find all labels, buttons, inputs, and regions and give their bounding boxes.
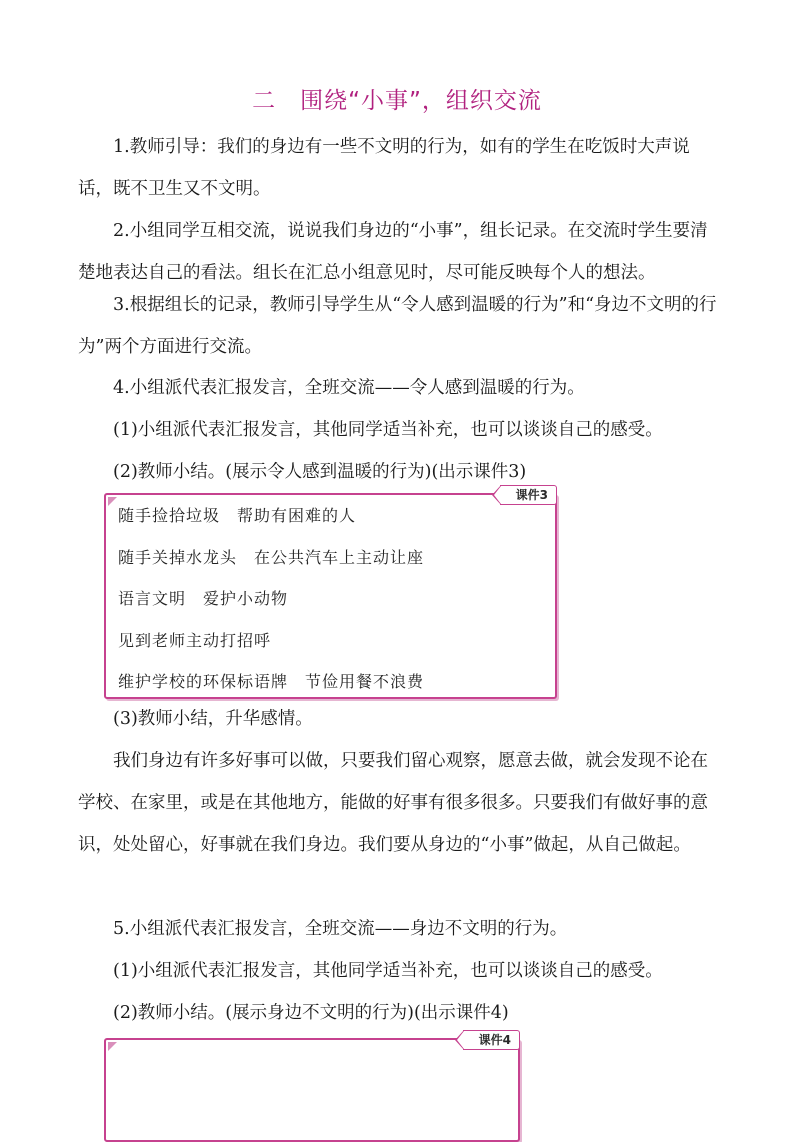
paragraph-step-5-2: (2)教师小结。(展示身边不文明的行为)(出示课件4): [113, 1003, 509, 1023]
courseware-4-box: [104, 1033, 520, 1142]
courseware-3-item: 见到老师主动打招呼: [118, 631, 272, 650]
courseware-3-item: 维护学校的环保标语牌 节俭用餐不浪费: [118, 672, 425, 691]
corner-marker-icon: [108, 497, 117, 506]
section-title: 二 围绕“小事”，组织交流: [252, 88, 542, 114]
paragraph-step-4-2: (2)教师小结。(展示令人感到温暖的行为)(出示课件3): [113, 462, 527, 482]
paragraph-step-1: 1.教师引导：我们的身边有一些不文明的行为，如有的学生在吃饭时大声说话，既不卫生又不文明。: [78, 137, 690, 199]
courseware-4-tag: 课件4: [463, 1030, 520, 1050]
courseware-3-item: 随手捡拾垃圾 帮助有困难的人: [118, 506, 357, 525]
paragraph-step-2: 2.小组同学互相交流，说说我们身边的“小事”，组长记录。在交流时学生要清楚地表达自己的看法。组长在汇总小组意见时，尽可能反映每个人的想法。: [78, 221, 708, 283]
paragraph-step-4-3: (3)教师小结，升华感情。: [113, 709, 313, 729]
paragraph-step-4-1: (1)小组派代表汇报发言，其他同学适当补充，也可以谈谈自己的感受。: [113, 420, 663, 440]
paragraph-step-4: 4.小组派代表汇报发言，全班交流——令人感到温暖的行为。: [113, 378, 585, 398]
paragraph-step-5-1: (1)小组派代表汇报发言，其他同学适当补充，也可以谈谈自己的感受。: [113, 961, 663, 981]
courseware-3-tag: 课件3: [500, 485, 557, 505]
courseware-3-item: 语言文明 爱护小动物: [118, 589, 289, 608]
paragraph-step-3: 3.根据组长的记录，教师引导学生从“令人感到温暖的行为”和“身边不文明的行为”两个方面进行交流。: [78, 295, 717, 357]
courseware-3-box: [104, 488, 557, 699]
courseware-3-item: 随手关掉水龙头 在公共汽车上主动让座: [118, 548, 425, 567]
corner-marker-icon: [108, 1042, 117, 1051]
paragraph-step-5: 5.小组派代表汇报发言，全班交流——身边不文明的行为。: [113, 919, 568, 939]
paragraph-summary: 我们身边有许多好事可以做，只要我们留心观察，愿意去做，就会发现不论在学校、在家里，或是在其他地方，能做的好事有很多很多。只要我们有做好事的意识，处处留心，好事就在我们身边。我们要从身边的“小事”做起，从自己做起。: [78, 751, 708, 855]
